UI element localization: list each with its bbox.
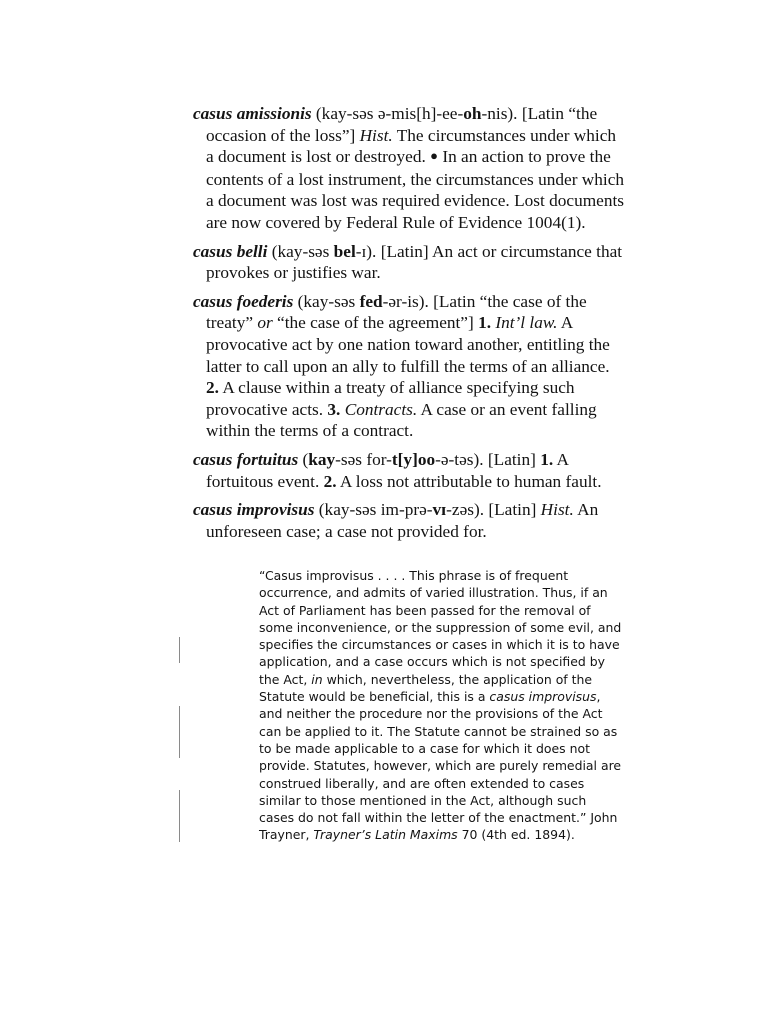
etymology: -ə-təs). [Latin] bbox=[435, 449, 541, 469]
usage-label: Contracts. bbox=[340, 399, 418, 419]
pronunciation: (kay-səs im-prə- bbox=[314, 500, 433, 520]
headword: casus belli bbox=[193, 241, 268, 261]
pronunciation: (kay-səs ə-mis[h]-ee- bbox=[311, 104, 464, 123]
entry-casus-foederis bbox=[193, 291, 625, 442]
entry-casus-belli bbox=[193, 241, 625, 284]
usage-label: Int’l law. bbox=[491, 313, 558, 333]
sense-number: 1. bbox=[478, 313, 492, 333]
quote-term: casus improvisus bbox=[489, 689, 597, 705]
definition: A provocative act by one nation toward another, entitling the latter to call upon an ally to fulfill the terms of an alliance. bbox=[206, 313, 610, 376]
entry-casus-fortuitus bbox=[193, 449, 625, 492]
definition: A case or an event falling within the terms of a contract. bbox=[206, 399, 597, 441]
pronunciation-stress: bel bbox=[333, 241, 356, 261]
definition: A clause within a treaty of alliance specifying such provocative acts. bbox=[206, 378, 575, 419]
sense-number: 2. bbox=[206, 378, 219, 398]
pronunciation-stress: fed bbox=[359, 291, 383, 311]
etymology-alt: “the case of the agreement”] bbox=[272, 313, 479, 333]
quote-text: “Casus improvisus . . . . This phrase is of frequent occurrence, and admits of varied illustration. Thus, if an Act of Parliament has been passed for the removal of some inconvenience, or the suppression of some evil, and specifies the circumstances or cases in which it is to have application, and a case occurs which is not specified by the Act, bbox=[259, 568, 622, 687]
entry-casus-improvisus bbox=[193, 499, 625, 542]
etymology: -nis). [Latin “the occasion of the loss”] bbox=[206, 104, 598, 145]
dictionary-page bbox=[193, 103, 625, 546]
headword: casus amissionis bbox=[193, 104, 312, 123]
usage-label: Hist. bbox=[359, 125, 393, 145]
pronunciation: (kay-səs bbox=[267, 241, 334, 261]
definition-note: In an action to prove the contents of a lost instrument, the circumstances under which a document was lost was required evidence. Lost documents are now covered by Federal Rule of Evidence 1004(1). bbox=[206, 147, 624, 232]
pronunciation-stress: vɪ bbox=[432, 500, 447, 520]
sense-number: 3. bbox=[327, 399, 341, 419]
definition: A loss not attributable to human fault. bbox=[336, 471, 602, 491]
headword: casus foederis bbox=[193, 291, 294, 311]
block-quotation bbox=[193, 567, 622, 844]
etymology: -ər-is). [Latin “the case of the treaty” bbox=[206, 291, 587, 333]
headword: casus improvisus bbox=[193, 500, 315, 520]
entry-casus-amissionis bbox=[193, 103, 625, 234]
margin-mark-2 bbox=[179, 706, 180, 758]
margin-mark-1 bbox=[179, 637, 180, 663]
sense-number: 2. bbox=[323, 471, 337, 491]
quote-text: which, nevertheless, the application of the Statute would be beneficial, this is a bbox=[259, 671, 593, 705]
headword: casus fortuitus bbox=[193, 449, 299, 469]
definition: A fortuitous event. bbox=[206, 449, 569, 491]
quote-source-title: Trayner’s Latin Maxims bbox=[313, 827, 458, 843]
pronunciation: ( bbox=[298, 449, 309, 469]
definition: An unforeseen case; a case not provided for. bbox=[206, 500, 599, 541]
pronunciation-stress: oh bbox=[463, 104, 482, 123]
sense-number: 1. bbox=[540, 449, 554, 469]
etymology-or: or bbox=[257, 313, 273, 333]
definition: The circumstances under which a document is lost or destroyed. bbox=[206, 125, 617, 167]
bullet-icon: ● bbox=[430, 148, 438, 164]
quote-emphasis: in bbox=[311, 671, 323, 687]
pronunciation-stress: t[y]oo bbox=[391, 449, 436, 469]
margin-mark-3 bbox=[179, 790, 180, 842]
quote-text: , and neither the procedure nor the provisions of the Act can be applied to it. The Statute cannot be strained so as to be made applicable to a case for which it does not provide. Statutes, however, which are purely remedial are construed liberally, and are often extended to cases similar to those mentioned in the Act, although such cases do not fall within the letter of the enactment.” John Trayner, bbox=[259, 689, 622, 843]
usage-label: Hist. bbox=[540, 500, 574, 520]
pronunciation: -səs for- bbox=[335, 449, 392, 469]
quote-citation: 70 (4th ed. 1894). bbox=[457, 827, 575, 843]
definition: -ɪ). [Latin] An act or circumstance that provokes or justifies war. bbox=[206, 241, 623, 283]
pronunciation: (kay-səs bbox=[293, 291, 360, 311]
pronunciation-stress: kay bbox=[308, 449, 336, 469]
etymology: -zəs). [Latin] bbox=[446, 500, 541, 520]
